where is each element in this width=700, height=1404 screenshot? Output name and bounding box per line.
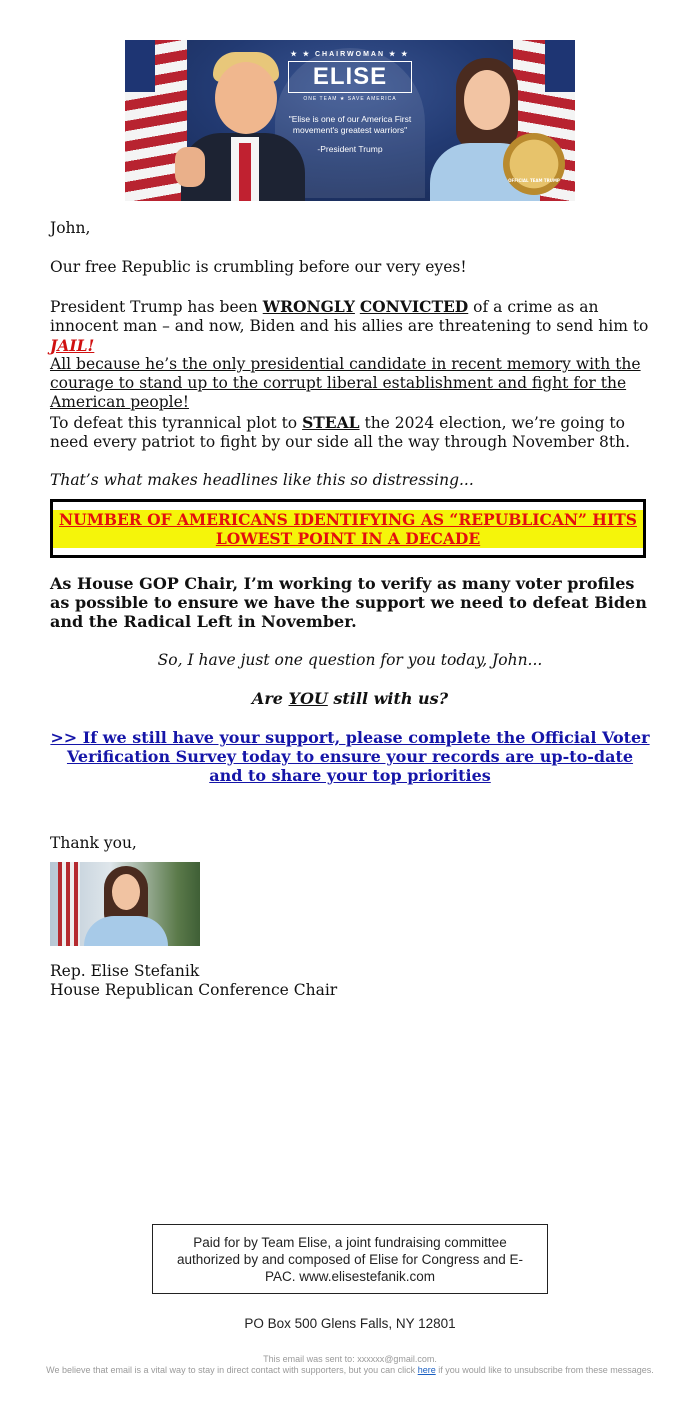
brand-logo: ELISE <box>288 61 412 93</box>
signature-block <box>50 962 650 1000</box>
brand-block <box>281 50 419 154</box>
paragraph-steal: To defeat this tyrannical plot to STEAL the 2024 election, we’re going to need every patriot to fight by our side all the way through November 8th. <box>50 413 631 451</box>
unsubscribe-notice: We believe that email is a vital way to stay in direct contact with supporters, but you can click here if you would like to unsubscribe from these messages. <box>46 1365 654 1375</box>
cta-container <box>50 728 650 785</box>
wrongly-emphasis: WRONGLY <box>262 297 355 316</box>
chairwoman-label: ★ ★ CHAIRWOMAN ★ ★ <box>290 51 410 58</box>
header-banner <box>125 40 575 201</box>
signer-name: Rep. Elise Stefanik <box>50 962 200 980</box>
paragraph-republic: Our free Republic is crumbling before our very eyes! <box>50 258 467 276</box>
jail-emphasis: JAIL! <box>50 336 95 355</box>
team-trump-badge-icon: OFFICIAL TEAM TRUMP <box>503 133 565 195</box>
question-intro: So, I have just one question for you today, John... <box>157 651 543 669</box>
sent-to-notice: This email was sent to: xxxxxx@gmail.com. <box>263 1354 437 1364</box>
unsubscribe-link[interactable]: here <box>417 1365 436 1375</box>
paid-for-disclaimer: Paid for by Team Elise, a joint fundraising committee authorized by and composed of Elise for Congress and E-PAC. www.elisestefanik.com <box>152 1224 548 1294</box>
paragraph-courage: All because he’s the only presidential candidate in recent memory with the courage to stand up to the corrupt liberal establishment and fight for the American people! <box>50 355 641 411</box>
banner-quote: "Elise is one of our America First movement's greatest warriors" <box>288 114 412 135</box>
quote-attribution: -President Trump <box>317 144 383 154</box>
steal-emphasis: STEAL <box>302 413 360 432</box>
headline-text: NUMBER OF AMERICANS IDENTIFYING AS “REPUBLICAN” HITS LOWEST POINT IN A DECADE <box>53 510 643 548</box>
are-you-with-us: Are YOU still with us? <box>251 689 449 708</box>
paragraph-gop-chair: As House GOP Chair, I’m working to verify as many voter profiles as possible to ensure we have the support we need to defeat Biden and the Radical Left in November. <box>50 574 647 631</box>
mailing-address: PO Box 500 Glens Falls, NY 12801 <box>244 1316 456 1331</box>
signature-photo <box>50 862 200 946</box>
paragraph-distressing: That’s what makes headlines like this so distressing... <box>50 471 474 489</box>
brand-tagline: ONE TEAM ★ SAVE AMERICA <box>303 96 397 102</box>
convicted-emphasis: CONVICTED <box>359 297 469 316</box>
closing: Thank you, <box>50 834 137 852</box>
headline-callout <box>50 499 646 558</box>
greeting: John, <box>50 219 91 237</box>
you-emphasis: YOU <box>288 689 328 708</box>
paragraph-convicted: President Trump has been WRONGLY CONVICTED of a crime as an innocent man – and now, Biden and his allies are threatening to send him to JAIL! <box>50 297 649 355</box>
survey-link[interactable]: >> If we still have your support, please complete the Official Voter Verification Survey today to ensure your records are up-to-date and to share your top priorities <box>50 728 650 785</box>
signer-title: House Republican Conference Chair <box>50 981 338 999</box>
